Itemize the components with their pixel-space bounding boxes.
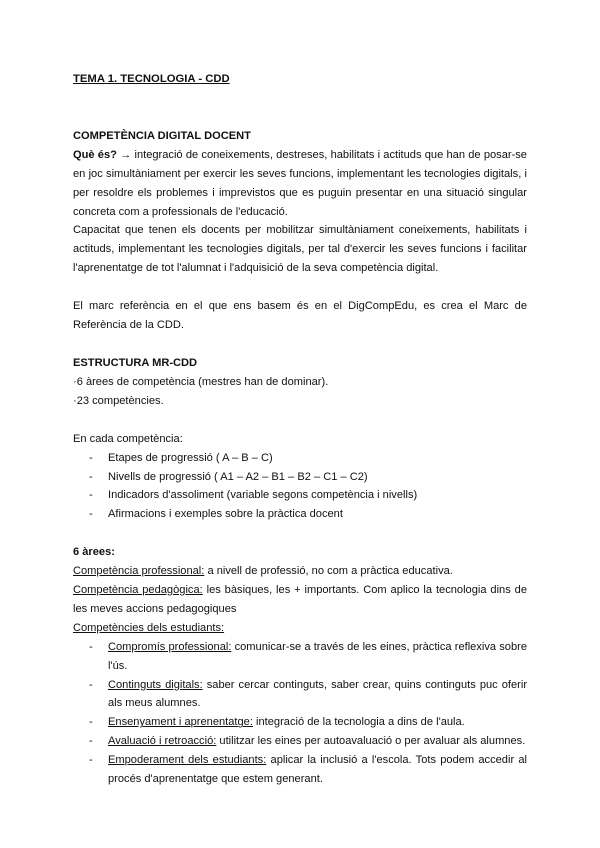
item-text: utilitzar les eines per autoavaluació o per avaluar als alumnes.	[216, 735, 526, 748]
structure-line-areas: ·6 àrees de competència (mestres han de dominar).	[73, 375, 329, 388]
item-label: Compromís professional:	[108, 640, 232, 653]
list-item: - Afirmacions i exemples sobre la pràctica docent	[73, 505, 527, 524]
structure-line-competences: ·23 competències.	[73, 394, 164, 407]
document-content	[73, 70, 527, 789]
framework-paragraph: El marc referència en el que ens basem és en el DigCompEdu, es crea el Marc de Referència de la CDD.	[73, 300, 527, 332]
list-item	[73, 732, 527, 751]
area-label: Competència professional:	[73, 565, 205, 578]
definition-paragraph	[73, 146, 527, 222]
list-item	[73, 751, 527, 789]
item-text: aplicar la inclusió a l'escola. Tots podem accedir al procés d'aprenentatge que estem generant.	[108, 754, 527, 786]
section-heading-structure: ESTRUCTURA MR-CDD	[73, 356, 198, 369]
student-areas-list	[73, 638, 527, 789]
item-label: Ensenyament i aprenentatge:	[108, 716, 253, 729]
item-label: Avaluació i retroacció:	[108, 735, 217, 748]
document-title: TEMA 1. TECNOLOGIA - CDD	[73, 73, 230, 85]
list-item	[73, 713, 527, 732]
area-text: a nivell de professió, no com a pràctica educativa.	[204, 565, 453, 578]
section-heading-cdd: COMPETÈNCIA DIGITAL DOCENT	[73, 129, 251, 142]
item-label: Continguts digitals:	[108, 678, 203, 691]
list-item: - Nivells de progressió ( A1 – A2 – B1 – B2 – C1 – C2)	[73, 468, 527, 487]
arrow-icon: →	[120, 148, 132, 161]
area-professional	[73, 562, 527, 581]
item-text: comunicar-se a través de les eines, pràctica reflexiva sobre l'ús.	[108, 640, 527, 672]
section-heading-areas: 6 àrees:	[73, 546, 115, 559]
area-students	[73, 619, 527, 638]
list-item: - Indicadors d'assoliment (variable segons competència i nivells)	[73, 486, 527, 505]
item-text: saber cercar continguts, saber crear, quins continguts puc oferir als meus alumnes.	[108, 678, 528, 710]
area-label: Competència pedagògica:	[73, 584, 203, 597]
capacity-paragraph: Capacitat que tenen els docents per mobilitzar simultàniament coneixements, habilitats i actituds, implementant les tecnologies digitals, per tal d'exercir les seves funcions i facilitar l'aprenentatge de tot l'alumnat i l'adquisició de la seva competència digital.	[73, 224, 527, 275]
competence-list	[73, 449, 527, 525]
area-text: les bàsiques, les + importants. Com aplico la tecnologia dins de les meves accions pedagogiques	[73, 584, 528, 615]
item-text: integració de la tecnologia a dins de l'aula.	[252, 716, 465, 729]
list-item	[73, 638, 527, 676]
item-label: Empoderament dels estudiants:	[108, 754, 267, 767]
area-pedagogical	[73, 581, 527, 619]
definition-text: integració de coneixements, destreses, habilitats i actituds que han de posar-se en joc simultàniament per exercir les seves funcions, implementant les tecnologies digitals, i per resoldre els problemes i imprevistos que es puguin presentar en una situació singular concreta com a professionals de l'educació.	[73, 148, 527, 218]
question-label: Què és?	[73, 148, 117, 161]
competence-intro: En cada competència:	[73, 432, 183, 445]
area-label: Competències dels estudiants:	[73, 621, 225, 634]
list-item: - Etapes de progressió ( A – B – C)	[73, 449, 527, 468]
list-item	[73, 676, 527, 714]
